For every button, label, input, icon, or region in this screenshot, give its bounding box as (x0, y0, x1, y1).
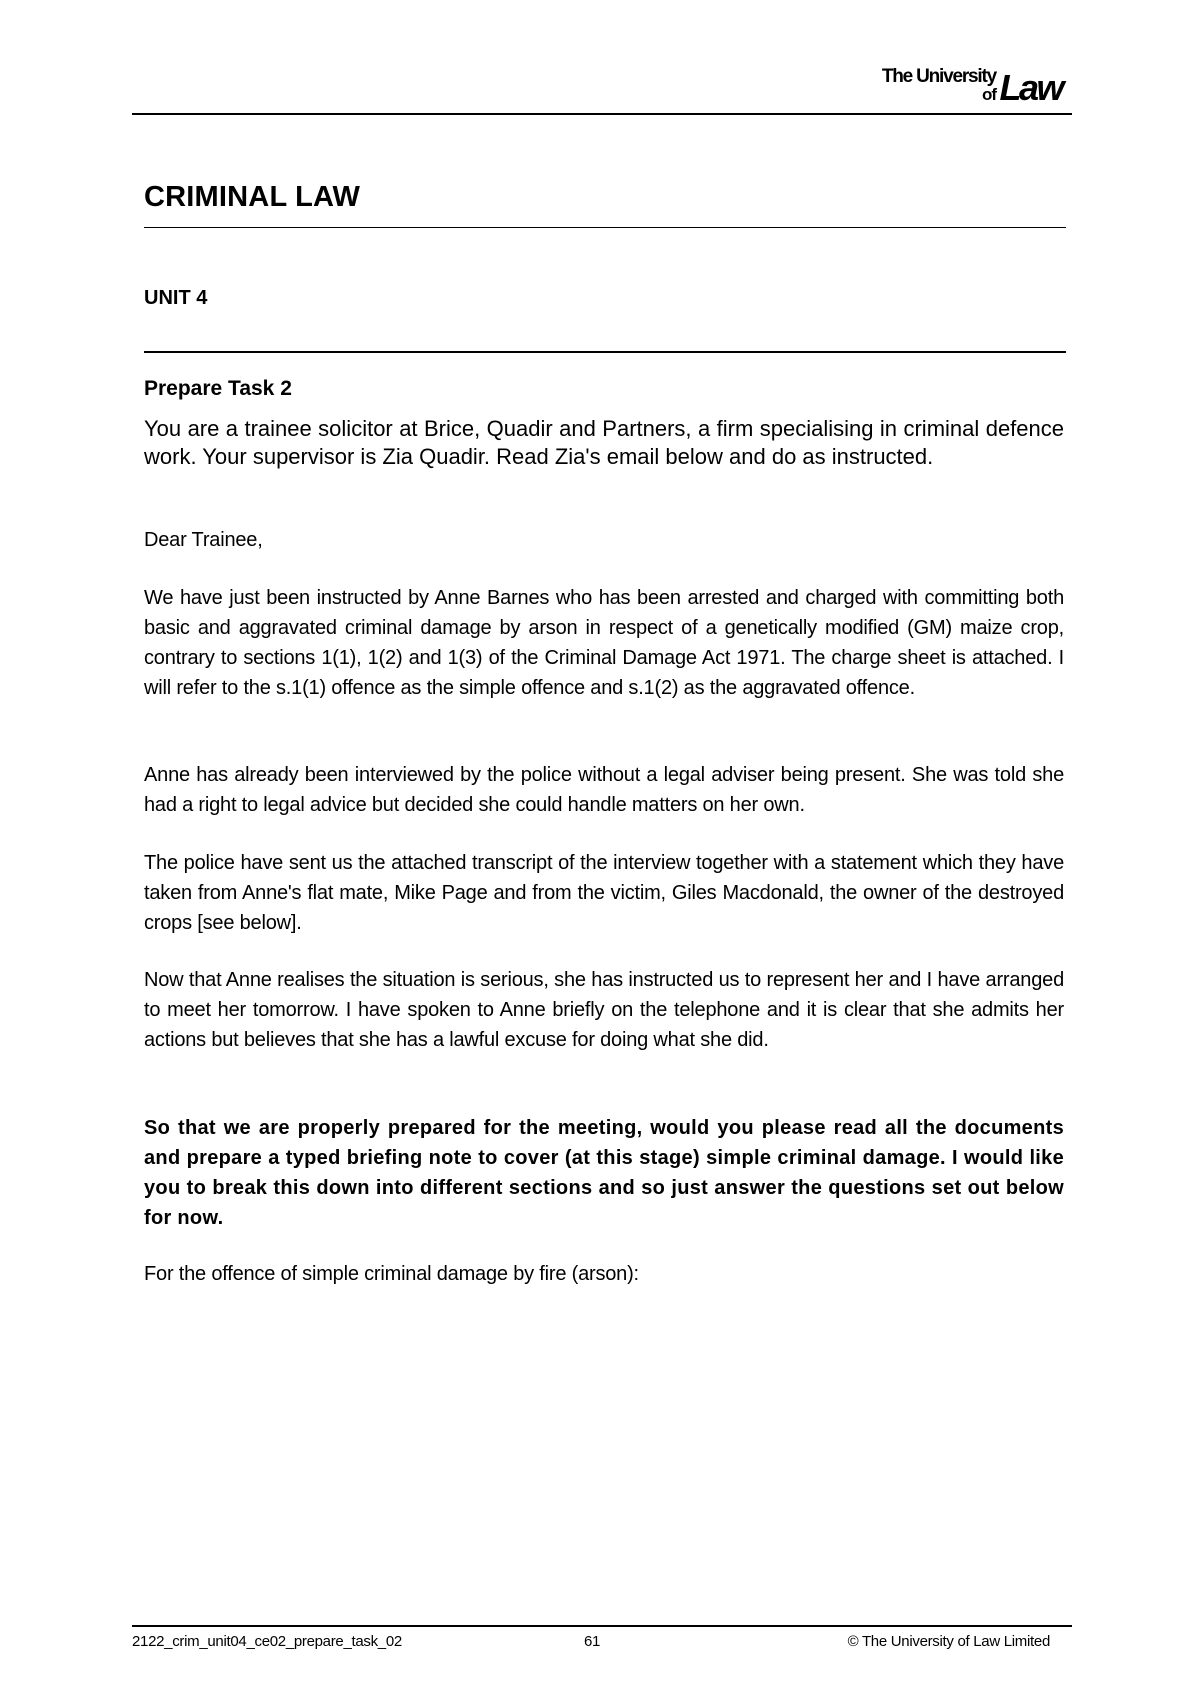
unit-label: UNIT 4 (144, 287, 208, 309)
instruction-paragraph: So that we are properly prepared for the meeting, would you please read all the documents and prepare a typed briefing note to cover (at this stage) simple criminal damage. I would like you to break this down into different sections and so just answer the questions set out below for now. (144, 1117, 1064, 1229)
footer-divider (132, 1625, 1072, 1627)
title-divider (144, 227, 1066, 228)
page-title: CRIMINAL LAW (144, 181, 361, 213)
logo-text-law: Law (999, 67, 1062, 108)
email-paragraph: We have just been instructed by Anne Barnes who has been arrested and charged with committing both basic and aggravated criminal damage by arson in respect of a genetically modified (GM) maize crop, contrary to sections 1(1), 1(2) and 1(3) of the Criminal Damage Act 1971. The charge sheet is attached. I will refer to the s.1(1) offence as the simple offence and s.1(2) as the aggravated offence. (144, 587, 1064, 699)
logo-text-of: of (981, 85, 996, 104)
email-paragraph: The police have sent us the attached transcript of the interview together with a statement which they have taken from Anne's flat mate, Mike Page and from the victim, Giles Macdonald, the owner of the destroyed crops [see below]. (144, 852, 1064, 934)
footer-page-number: 61 (584, 1633, 601, 1650)
footer-file-name: 2122_crim_unit04_ce02_prepare_task_02 (132, 1633, 402, 1650)
university-of-law-logo (842, 66, 1062, 108)
email-paragraph: Now that Anne realises the situation is serious, she has instructed us to represent her and I have arranged to meet her tomorrow. I have spoken to Anne briefly on the telephone and it is clear that she admits her actions but believes that she has a lawful excuse for doing what she did. (144, 969, 1064, 1051)
unit-divider (144, 351, 1066, 353)
header-divider (132, 113, 1072, 115)
intro-paragraph: You are a trainee solicitor at Brice, Quadir and Partners, a firm specialising in criminal defence work. Your supervisor is Zia Quadir. Read Zia's email below and do as instructed. (144, 416, 1064, 469)
logo-text-university: The University (881, 66, 996, 87)
footer-copyright: © The University of Law Limited (847, 1633, 1050, 1650)
email-paragraph: Anne has already been interviewed by the police without a legal adviser being present. She was told she had a right to legal advice but decided she could handle matters on her own. (144, 764, 1064, 816)
task-heading: Prepare Task 2 (144, 377, 292, 400)
email-greeting: Dear Trainee, (144, 529, 263, 551)
closing-line: For the offence of simple criminal damage by fire (arson): (144, 1263, 639, 1285)
